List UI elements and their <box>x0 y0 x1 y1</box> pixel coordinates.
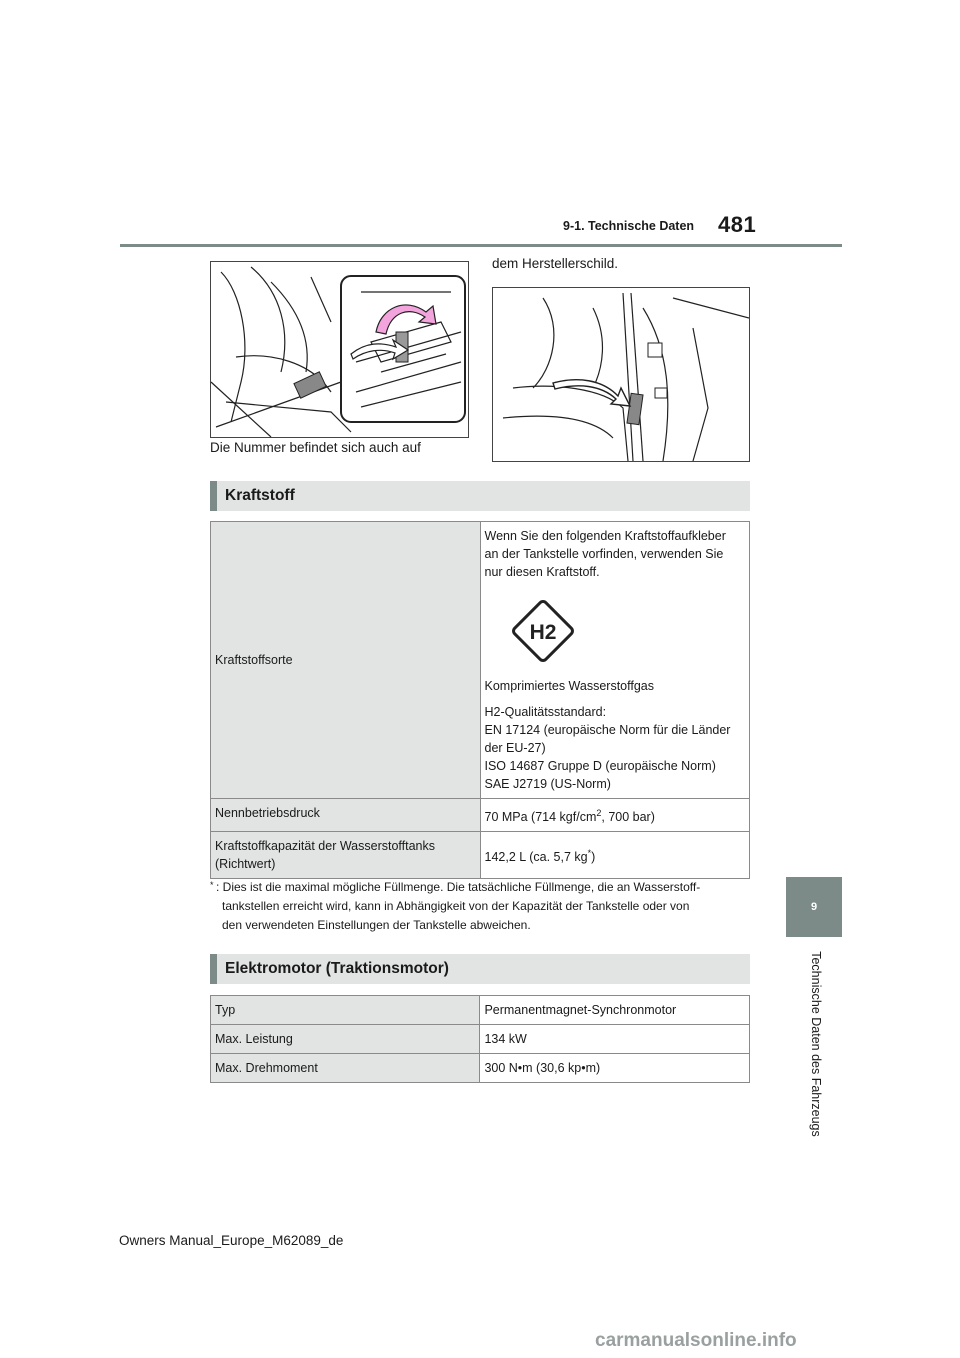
watermark: carmanualsonline.info <box>595 1330 797 1351</box>
standard-line: SAE J2719 (US-Norm) <box>484 777 611 791</box>
section-label: 9-1. Technische Daten <box>563 219 695 233</box>
footnote-mark: * <box>210 880 214 890</box>
document-footer: Owners Manual_Europe_M62089_de <box>119 1233 344 1248</box>
intro-line: Wenn Sie den folgenden Kraftstoffaufkleber <box>484 529 726 543</box>
standard-line: EN 17124 (europäische Norm für die Länder <box>484 723 731 737</box>
table-row <box>211 799 750 832</box>
standard-title: H2-Qualitätsstandard: <box>484 705 607 719</box>
fuel-gas-type: Komprimiertes Wasserstoffgas <box>484 679 654 693</box>
pressure-value-sup: 2 <box>596 808 602 818</box>
motor-spec-table <box>210 995 750 1083</box>
standard-line: ISO 14687 Gruppe D (europäische Norm) <box>484 759 716 773</box>
max-torque-value: 300 N•m (30,6 kp•m) <box>480 1054 750 1083</box>
capacity-value <box>480 832 750 879</box>
fuel-standards <box>485 703 746 793</box>
max-torque-label: Max. Drehmoment <box>211 1054 480 1083</box>
capacity-label-line: Kraftstoffkapazität der Wasserstofftanks <box>215 839 436 854</box>
footnote-text <box>210 878 750 935</box>
table-row <box>211 1025 750 1054</box>
fuel-section-heading: Kraftstoff <box>210 481 750 511</box>
capacity-value-sup: * <box>587 848 592 859</box>
table-row <box>211 522 750 799</box>
caption-left: Die Nummer befindet sich auch auf <box>210 440 421 455</box>
capacity-value-tail: ) <box>591 850 596 865</box>
motor-section-heading: Elektromotor (Traktionsmotor) <box>210 954 750 984</box>
max-power-value: 134 kW <box>480 1025 750 1054</box>
fuel-sticker-intro <box>485 527 746 581</box>
seat-rail-drawing <box>211 262 468 437</box>
table-row <box>211 832 750 879</box>
fuel-type-label: Kraftstoffsorte <box>211 522 481 799</box>
caption-right: dem Herstellerschild. <box>492 256 619 271</box>
manufacturer-plate-illustration <box>492 287 750 462</box>
motor-type-value: Permanentmagnet-Synchronmotor <box>480 996 750 1025</box>
capacity-label-line: (Richtwert) <box>215 857 276 872</box>
fuel-spec-table <box>210 521 750 879</box>
h2-fuel-label-icon <box>505 593 581 669</box>
chapter-tab: 9 <box>786 877 842 937</box>
capacity-label <box>211 832 481 879</box>
intro-line: nur diesen Kraftstoff. <box>484 565 600 579</box>
intro-line: an der Tankstelle vorfinden, verwenden Sie <box>484 547 724 561</box>
motor-type-label: Typ <box>211 996 480 1025</box>
seat-rail-illustration <box>210 261 469 438</box>
standard-line: der EU-27) <box>484 741 546 755</box>
pressure-value-tail: , 700 bar) <box>601 810 655 825</box>
pressure-value <box>480 799 750 832</box>
header-rule <box>120 244 842 247</box>
footnote-line: den verwendeten Einstellungen der Tankstelle abweichen. <box>222 918 531 932</box>
fuel-type-value <box>480 522 750 799</box>
pressure-label: Nennbetriebsdruck <box>211 799 481 832</box>
table-row <box>211 1054 750 1083</box>
max-power-label: Max. Leistung <box>211 1025 480 1054</box>
door-pillar-drawing <box>493 288 749 461</box>
pressure-value-main: 70 MPa (714 kgf/cm <box>484 810 597 825</box>
footnote-line: tankstellen erreicht wird, kann in Abhängigkeit von der Kapazität der Tankstelle oder von <box>222 899 690 913</box>
table-row <box>211 996 750 1025</box>
capacity-value-main: 142,2 L (ca. 5,7 kg <box>484 850 588 865</box>
fuel-footnote <box>210 878 750 935</box>
h2-badge-text: H2 <box>529 621 556 644</box>
footnote-line: : Dies ist die maximal mögliche Füllmenge. Die tatsächliche Füllmenge, die an Wasserstoff- <box>216 880 701 894</box>
chapter-title: Technische Daten des Fahrzeugs <box>809 951 823 1137</box>
page-number: 481 <box>718 212 757 237</box>
